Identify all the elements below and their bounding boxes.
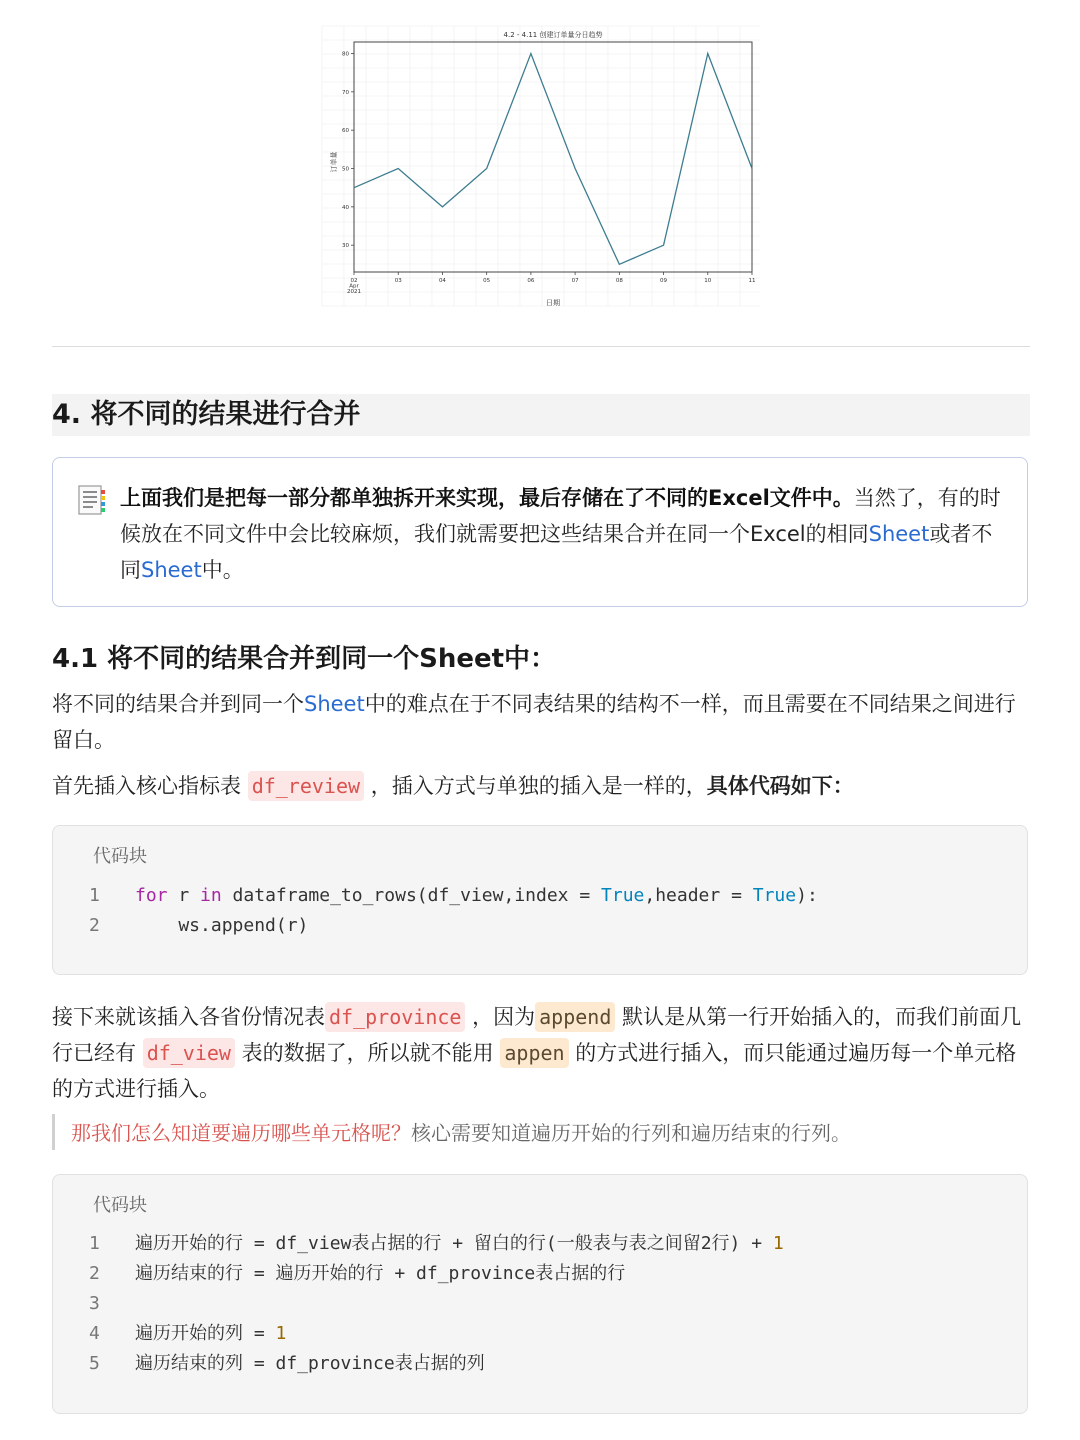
note-sheet-2: Sheet xyxy=(141,558,202,582)
p3-text-e: 的方式进行插入，而只能通过遍历每一个单元格的方式进行插入。 xyxy=(52,1041,1017,1101)
note-sheet-1: Sheet xyxy=(868,522,930,546)
y-tick-label: 40 xyxy=(342,204,349,211)
inline-code-df-view: df_view xyxy=(143,1038,235,1068)
blockquote xyxy=(52,1114,1031,1150)
y-tick-label: 30 xyxy=(342,243,349,250)
code-line xyxy=(89,1289,784,1319)
section-divider xyxy=(52,346,1030,347)
quote-text: 核心需要知道遍历开始的行列和遍历结束的行列。 xyxy=(411,1121,851,1145)
code-text: r xyxy=(167,885,201,906)
section-heading: 4. 将不同的结果进行合并 xyxy=(52,394,1030,436)
code-block-title: 代码块 xyxy=(93,1195,147,1216)
p3-text-a: 接下来就该插入各省份情况表 xyxy=(52,1005,325,1029)
code-line xyxy=(89,881,818,911)
line-number: 4 xyxy=(89,1323,100,1344)
keyword: for xyxy=(135,885,168,906)
code-block-title: 代码块 xyxy=(93,846,147,867)
note-text xyxy=(120,480,1010,588)
code-text: 遍历结束的行 = 遍历开始的行 + df_province表占据的行 xyxy=(135,1263,626,1284)
p1-text-b: 中的难点在于不同表结果的结构不一样，而且需要在不同结果之间进行留白。 xyxy=(52,692,1016,752)
note-text-2: 或者不同 xyxy=(120,522,993,582)
p3-text-b: ，因为 xyxy=(472,1005,536,1029)
x-tick-label: 05 xyxy=(483,278,491,284)
y-tick-label: 50 xyxy=(342,166,349,173)
chart-grid xyxy=(322,26,760,306)
x-tick-label: 08 xyxy=(615,278,623,284)
code-text: 遍历结束的列 = df_province表占据的列 xyxy=(135,1353,485,1374)
p3-text-c: 默认是从第一行开始插入的，而我们前面几行已经有 xyxy=(52,1005,1022,1065)
series-line xyxy=(354,54,752,265)
p1-text-a: 将不同的结果合并到同一个 xyxy=(52,692,304,716)
line-number: 2 xyxy=(89,915,100,936)
x-tick-label: 06 xyxy=(527,278,535,284)
paragraph-1 xyxy=(52,686,1032,758)
quote-question: 那我们怎么知道要遍历哪些单元格呢？ xyxy=(71,1121,411,1145)
note-box xyxy=(52,457,1028,607)
line-number: 5 xyxy=(89,1353,100,1374)
inline-code-df-province: df_province xyxy=(325,1002,465,1032)
code-text: 遍历开始的列 = xyxy=(135,1323,276,1344)
p3-text-d: 表的数据了，所以就不能用 xyxy=(241,1041,494,1065)
number-literal: 1 xyxy=(275,1323,287,1344)
x-tick-label: 09 xyxy=(660,278,668,284)
code-line xyxy=(89,911,818,941)
paragraph-3 xyxy=(52,999,1032,1107)
memo-icon xyxy=(77,484,107,518)
code-line xyxy=(89,1319,784,1349)
y-axis-label: 订单量 xyxy=(330,151,338,173)
y-tick-label: 80 xyxy=(342,51,349,58)
inline-code-df-review: df_review xyxy=(248,771,364,801)
x-tick-label: 11 xyxy=(748,278,756,284)
chart-title: 4.2 - 4.11 创建订单量分日趋势 xyxy=(503,31,603,39)
p1-sheet: Sheet xyxy=(304,692,365,716)
y-tick-label: 70 xyxy=(342,89,349,96)
code-line xyxy=(89,1229,784,1259)
code-text: ): xyxy=(796,885,818,906)
plot-frame xyxy=(354,42,752,272)
note-text-1: 当然了，有的时候放在不同文件中会比较麻烦，我们就需要把这些结果合并在同一个Excel的相同 xyxy=(120,486,1001,546)
x-tick-label: 10 xyxy=(704,278,712,284)
code-line xyxy=(89,1349,784,1379)
y-tick-label: 60 xyxy=(342,128,349,135)
code-lines xyxy=(89,1229,784,1379)
number-literal: 1 xyxy=(772,1233,784,1254)
x-tick-label: 04 xyxy=(438,278,446,284)
chart-svg xyxy=(318,22,764,310)
code-lines xyxy=(89,881,818,941)
note-bold: 上面我们是把每一部分都单独拆开来实现，最后存储在了不同的Excel文件中。 xyxy=(120,486,854,510)
paragraph-2 xyxy=(52,768,1032,804)
p2-text-b: ，插入方式与单独的插入是一样的， xyxy=(370,774,707,798)
subsection-heading: 4.1 将不同的结果合并到同一个Sheet中： xyxy=(52,644,557,674)
note-text-3: 中。 xyxy=(201,558,244,582)
code-text: ,header = xyxy=(644,885,753,906)
keyword: in xyxy=(200,885,222,906)
code-block-2 xyxy=(52,1174,1028,1414)
inline-code-appen: appen xyxy=(500,1038,568,1068)
x-tick-label: 03 xyxy=(394,278,402,284)
code-block-1 xyxy=(52,825,1028,975)
x-tick-label: 07 xyxy=(571,278,579,284)
code-line xyxy=(89,1259,784,1289)
x-tick-label: 02 Apr 2021 xyxy=(347,278,361,295)
literal: True xyxy=(752,885,797,906)
line-number: 2 xyxy=(89,1263,100,1284)
inline-code-append: append xyxy=(535,1002,615,1032)
code-text: dataframe_to_rows(df_view,index = xyxy=(221,885,602,906)
line-number: 1 xyxy=(89,1233,100,1254)
line-number: 1 xyxy=(89,885,100,906)
literal: True xyxy=(601,885,645,906)
x-ticks xyxy=(347,272,756,295)
x-axis-label: 日期 xyxy=(546,299,560,307)
code-text: ws.append(r) xyxy=(135,915,309,936)
p2-text-a: 首先插入核心指标表 xyxy=(52,774,241,798)
line-chart xyxy=(318,22,764,310)
line-number: 3 xyxy=(89,1293,100,1314)
p2-bold: 具体代码如下： xyxy=(706,774,854,798)
code-text: 遍历开始的行 = df_view表占据的行 + 留白的行(一般表与表之间留2行) + xyxy=(135,1233,773,1254)
